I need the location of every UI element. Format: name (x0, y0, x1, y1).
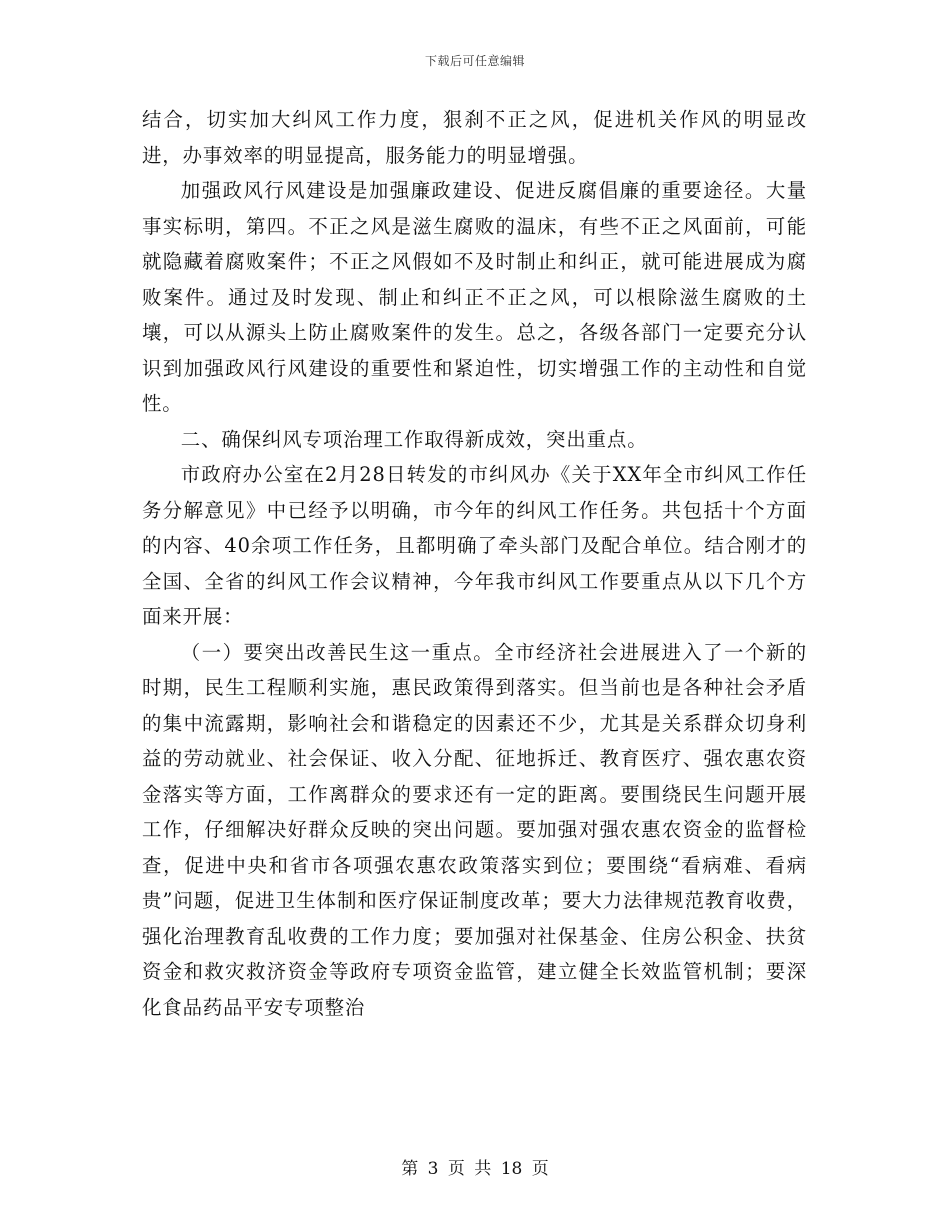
paragraph-4: （一）要突出改善民生这一重点。全市经济社会进展进入了一个新的时期，民生工程顺利实施，惠民政策得到落实。但当前也是各种社会矛盾的集中流露期，影响社会和谐稳定的因素还不少，尤其是关系群众切身利益的劳动就业、社会保证、收入分配、征地拆迁、教育医疗、强农惠农资金落实等方面，工作离群众的要求还有一定的距离。要围绕民生问题开展工作，仔细解决好群众反映的突出问题。要加强对强农惠农资金的监督检查，促进中央和省市各项强农惠农政策落实到位；要围绕“看病难、看病贵”问题，促进卫生体制和医疗保证制度改革；要大力法律规范教育收费，强化治理教育乱收费的工作力度；要加强对社保基金、住房公积金、扶贫资金和救灾救济资金等政府专项资金监管，建立健全长效监管机制；要深化食品药品平安专项整治 (142, 640, 807, 1019)
paragraph-1: 结合，切实加大纠风工作力度，狠刹不正之风，促进机关作风的明显改进，办事效率的明显提高，服务能力的明显增强。 (142, 108, 807, 167)
paragraph-3: 市政府办公室在2月28日转发的市纠风办《关于XX年全市纠风工作任务分解意见》中已经予以明确，市今年的纠风工作任务。共包括十个方面的内容、40余项工作任务，且都明确了牵头部门及配合单位。结合刚才的全国、全省的纠风工作会议精神，今年我市纠风工作要重点从以下几个方面来开展： (142, 463, 807, 628)
page-footer: 第 3 页 共 18 页 (401, 1159, 549, 1179)
section-heading-2: 二、确保纠风专项治理工作取得新成效，突出重点。 (180, 427, 648, 451)
page-header-note: 下载后可任意编辑 (424, 54, 525, 68)
document-body (142, 102, 807, 1025)
paragraph-2: 加强政风行风建设是加强廉政建设、促进反腐倡廉的重要途径。大量事实标明，第四。不正之风是滋生腐败的温床，有些不正之风面前，可能就隐藏着腐败案件；不正之风假如不及时制止和纠正，就可能进展成为腐败案件。通过及时发现、制止和纠正不正之风，可以根除滋生腐败的土壤，可以从源头上防止腐败案件的发生。总之，各级各部门一定要充分认识到加强政风行风建设的重要性和紧迫性，切实增强工作的主动性和自觉性。 (142, 179, 807, 415)
